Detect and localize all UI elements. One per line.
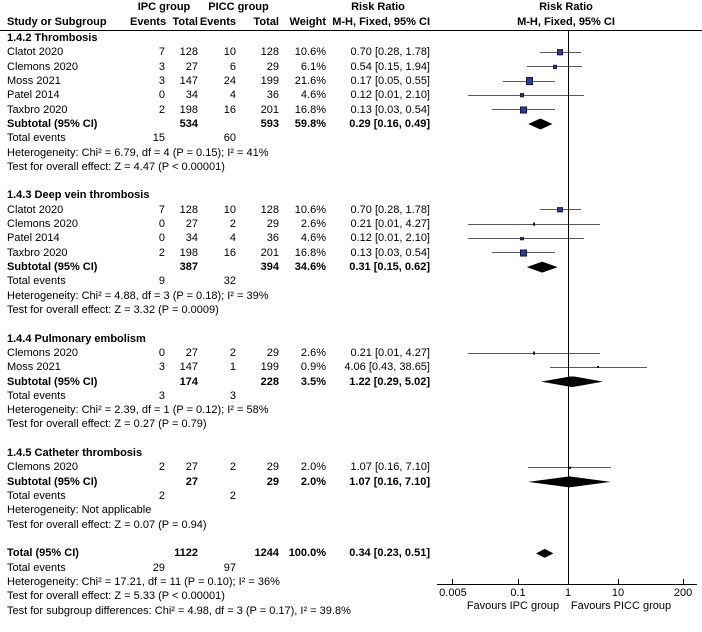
plot-cell xyxy=(430,188,702,202)
weight-value: 100.0% xyxy=(288,547,326,560)
risk-ratio-text: 4.06 [0.43, 38.65] xyxy=(344,361,430,374)
plot-cell xyxy=(430,417,702,431)
weight-value: 16.8% xyxy=(294,246,326,259)
plot-cell xyxy=(430,217,702,231)
picc-events: 10 xyxy=(223,46,236,59)
ipc-total: 34 xyxy=(185,232,198,245)
header-ipc-events: Events xyxy=(130,16,167,28)
plot-cell xyxy=(430,146,702,160)
spacer-row xyxy=(0,532,702,546)
ipc-total: 174 xyxy=(179,375,198,388)
stat-text: Heterogeneity: Chi² = 6.79, df = 4 (P = 0.15); I² = 41% xyxy=(7,146,269,159)
study-label: Clemons 2020 xyxy=(7,461,78,474)
risk-ratio-text: 0.13 [0.03, 0.54] xyxy=(350,246,430,259)
plot-cell xyxy=(430,475,702,489)
effect-square xyxy=(557,207,563,213)
weight-value: 10.6% xyxy=(294,46,326,59)
ipc-total: 27 xyxy=(185,461,198,474)
study-row xyxy=(0,231,702,245)
header-risk-ratio-plot: Risk Ratio xyxy=(539,1,593,13)
picc-total: 29 xyxy=(266,475,279,488)
weight-value: 2.0% xyxy=(300,461,326,474)
ipc-events: 2 xyxy=(158,490,165,502)
stat-row xyxy=(0,518,702,532)
ipc-total: 198 xyxy=(179,103,198,116)
spacer-row xyxy=(0,317,702,331)
events-row xyxy=(0,489,702,503)
ipc-events: 2 xyxy=(158,246,165,259)
ci-line xyxy=(468,238,584,239)
stat-text: Test for overall effect: Z = 4.47 (P < 0.00001) xyxy=(7,160,225,173)
picc-events: 2 xyxy=(229,490,236,502)
risk-ratio-text: 0.21 [0.01, 4.27] xyxy=(350,346,430,359)
study-label: Moss 2021 xyxy=(7,361,61,374)
spacer-row xyxy=(0,174,702,188)
total-row xyxy=(0,546,702,560)
plot-cell xyxy=(430,31,702,45)
study-row xyxy=(0,460,702,474)
study-label: Total (95% CI) xyxy=(7,547,79,560)
effect-square xyxy=(533,223,536,226)
study-label: Clatot 2020 xyxy=(7,46,64,59)
plot-cell xyxy=(430,160,702,174)
ipc-events: 0 xyxy=(158,346,165,359)
picc-total: 29 xyxy=(266,60,279,73)
table-header xyxy=(0,0,702,31)
header-spacer xyxy=(0,0,130,15)
plot-cell xyxy=(430,546,702,560)
header-spacer xyxy=(279,0,326,15)
events-row xyxy=(0,561,702,575)
stat-row xyxy=(0,503,702,517)
effect-square xyxy=(520,249,527,256)
picc-events: 6 xyxy=(229,60,236,73)
plot-cell xyxy=(430,131,702,145)
picc-events: 1 xyxy=(229,361,236,374)
effect-square xyxy=(526,77,534,85)
plot-cell xyxy=(430,60,702,74)
plot-cell xyxy=(430,561,702,575)
plot-cell xyxy=(430,604,702,618)
plot-cell xyxy=(430,246,702,260)
header-mh-fixed-ci: M-H, Fixed, 95% CI xyxy=(332,16,430,28)
stat-text: Test for overall effect: Z = 3.32 (P = 0.0009) xyxy=(7,303,219,316)
effect-square xyxy=(568,466,570,468)
header-study-or-subgroup: Study or Subgroup xyxy=(7,16,107,28)
ipc-total: 27 xyxy=(185,218,198,231)
ipc-total: 128 xyxy=(179,46,198,59)
ipc-total: 198 xyxy=(179,246,198,259)
subgroup-title: 1.4.4 Pulmonary embolism xyxy=(7,332,146,345)
plot-cell xyxy=(430,589,702,603)
weight-value: 59.8% xyxy=(294,117,326,130)
header-picc-total: Total xyxy=(253,16,279,28)
weight-value: 2.6% xyxy=(300,346,326,359)
ipc-events: 29 xyxy=(152,561,165,574)
x-tick-label: 10 xyxy=(611,587,625,599)
picc-events: 4 xyxy=(229,232,236,245)
study-row xyxy=(0,74,702,88)
study-row xyxy=(0,360,702,374)
effect-square xyxy=(520,94,524,98)
weight-value: 2.0% xyxy=(300,475,326,488)
effect-square xyxy=(557,50,563,56)
ipc-total: 128 xyxy=(179,203,198,216)
subgroup-row xyxy=(0,31,702,45)
study-label: Moss 2021 xyxy=(7,74,61,87)
table-body xyxy=(0,31,702,618)
plot-cell xyxy=(430,518,702,532)
study-row xyxy=(0,346,702,360)
x-tick-label: 1 xyxy=(564,587,572,599)
risk-ratio-text: 0.13 [0.03, 0.54] xyxy=(350,103,430,116)
study-row xyxy=(0,103,702,117)
favours-left-label: Favours IPC group xyxy=(466,600,560,612)
weight-value: 21.6% xyxy=(294,74,326,87)
study-row xyxy=(0,45,702,59)
picc-total: 29 xyxy=(266,218,279,231)
subtotal-row xyxy=(0,475,702,489)
spacer-row xyxy=(0,432,702,446)
plot-cell xyxy=(430,346,702,360)
picc-events: 60 xyxy=(223,132,236,145)
effect-square xyxy=(553,65,557,69)
picc-total: 199 xyxy=(260,74,279,87)
weight-value: 4.6% xyxy=(300,89,326,102)
plot-cell xyxy=(430,103,702,117)
picc-events: 4 xyxy=(229,89,236,102)
picc-events: 32 xyxy=(223,275,236,288)
plot-cell xyxy=(430,403,702,417)
picc-events: 2 xyxy=(229,346,236,359)
ipc-total: 387 xyxy=(179,261,198,273)
plot-cell xyxy=(430,45,702,59)
x-tick-label: 0.1 xyxy=(510,587,526,599)
events-row xyxy=(0,389,702,403)
plot-cell xyxy=(430,203,702,217)
plot-cell xyxy=(430,503,702,517)
study-label: Subtotal (95% CI) xyxy=(7,375,98,388)
study-label: Total events xyxy=(7,275,66,288)
picc-total: 29 xyxy=(266,461,279,474)
ipc-events: 7 xyxy=(158,203,165,216)
effect-square xyxy=(533,352,536,355)
header-risk-ratio-text: Risk Ratio xyxy=(351,1,405,13)
weight-value: 4.6% xyxy=(300,232,326,245)
weight-value: 34.6% xyxy=(294,261,326,273)
study-label: Subtotal (95% CI) xyxy=(7,261,98,273)
picc-events: 16 xyxy=(223,246,236,259)
subgroup-title: 1.4.3 Deep vein thrombosis xyxy=(7,189,150,202)
weight-value: 2.6% xyxy=(300,218,326,231)
study-row xyxy=(0,60,702,74)
subtotal-row xyxy=(0,260,702,274)
plot-cell xyxy=(430,332,702,346)
picc-total: 199 xyxy=(260,361,279,374)
ipc-total: 27 xyxy=(185,475,198,488)
stat-text: Heterogeneity: Chi² = 17.21, df = 11 (P = 0.10); I² = 36% xyxy=(7,575,280,588)
risk-ratio-text: 0.34 [0.23, 0.51] xyxy=(349,547,430,560)
header-mh-fixed-ci-plot: M-H, Fixed, 95% CI xyxy=(517,16,615,28)
study-row xyxy=(0,88,702,102)
risk-ratio-text: 0.29 [0.16, 0.49] xyxy=(349,117,430,130)
stat-text: Test for overall effect: Z = 0.07 (P = 0.94) xyxy=(7,518,207,531)
risk-ratio-text: 1.07 [0.16, 7.10] xyxy=(349,475,430,488)
ipc-events: 15 xyxy=(152,132,165,145)
plot-cell xyxy=(430,88,702,102)
header-group-row xyxy=(0,0,702,15)
ipc-total: 27 xyxy=(185,60,198,73)
risk-ratio-text: 1.22 [0.29, 5.02] xyxy=(349,375,430,388)
ipc-events: 3 xyxy=(158,74,165,87)
picc-events: 24 xyxy=(223,74,236,87)
risk-ratio-text: 0.31 [0.15, 0.62] xyxy=(349,261,430,273)
study-label: Total events xyxy=(7,561,66,574)
header-ipc-group: IPC group xyxy=(137,1,191,13)
ipc-events: 3 xyxy=(158,60,165,73)
study-row xyxy=(0,203,702,217)
ipc-total: 34 xyxy=(185,89,198,102)
picc-events: 97 xyxy=(223,561,236,574)
stat-row xyxy=(0,417,702,431)
study-label: Clemons 2020 xyxy=(7,218,78,231)
plot-cell xyxy=(430,274,702,288)
study-row xyxy=(0,246,702,260)
events-row xyxy=(0,131,702,145)
study-label: Taxbro 2020 xyxy=(7,246,68,259)
plot-cell xyxy=(430,575,702,589)
risk-ratio-text: 0.17 [0.05, 0.55] xyxy=(350,74,430,87)
ipc-events: 3 xyxy=(158,389,165,402)
study-label: Taxbro 2020 xyxy=(7,103,68,116)
study-label: Clemons 2020 xyxy=(7,346,78,359)
plot-cell xyxy=(430,117,702,131)
subgroup-row xyxy=(0,332,702,346)
picc-total: 128 xyxy=(260,46,279,59)
ipc-events: 2 xyxy=(158,103,165,116)
picc-events: 3 xyxy=(229,389,236,402)
risk-ratio-text: 0.21 [0.01, 4.27] xyxy=(350,218,430,231)
weight-value: 3.5% xyxy=(300,375,326,388)
plot-cell xyxy=(430,375,702,389)
risk-ratio-text: 0.12 [0.01, 2.10] xyxy=(350,89,430,102)
plot-cell xyxy=(430,389,702,403)
subtotal-row xyxy=(0,375,702,389)
picc-total: 201 xyxy=(260,246,279,259)
picc-events: 16 xyxy=(223,103,236,116)
subgroup-row xyxy=(0,446,702,460)
picc-total: 36 xyxy=(266,232,279,245)
picc-total: 394 xyxy=(260,261,279,273)
header-weight: Weight xyxy=(289,16,326,28)
ipc-events: 7 xyxy=(158,46,165,59)
risk-ratio-text: 1.07 [0.16, 7.10] xyxy=(350,461,430,474)
picc-total: 1244 xyxy=(254,547,279,560)
stat-row xyxy=(0,289,702,303)
ipc-total: 147 xyxy=(179,74,198,87)
plot-cell xyxy=(430,489,702,503)
picc-total: 29 xyxy=(266,346,279,359)
x-tick-label: 200 xyxy=(673,587,693,599)
plot-cell xyxy=(430,74,702,88)
weight-value: 10.6% xyxy=(294,203,326,216)
subgroup-row xyxy=(0,188,702,202)
header-column-row xyxy=(0,15,702,30)
x-tick-label: 0.005 xyxy=(439,587,467,599)
stat-text: Test for subgroup differences: Chi² = 4.98, df = 3 (P = 0.17), I² = 39.8% xyxy=(7,604,351,617)
picc-total: 36 xyxy=(266,89,279,102)
stat-text: Test for overall effect: Z = 5.33 (P < 0.00001) xyxy=(7,590,225,603)
risk-ratio-text: 0.70 [0.28, 1.78] xyxy=(350,203,430,216)
study-label: Total events xyxy=(7,132,66,145)
study-label: Clatot 2020 xyxy=(7,203,64,216)
header-picc-events: Events xyxy=(199,16,236,28)
picc-total: 593 xyxy=(260,117,279,130)
ipc-events: 0 xyxy=(158,218,165,231)
stat-row xyxy=(0,589,702,603)
pooled-diamond xyxy=(527,262,558,273)
stat-text: Heterogeneity: Chi² = 2.39, df = 1 (P = 0.12); I² = 58% xyxy=(7,404,269,417)
header-picc-group: PICC group xyxy=(208,1,269,13)
stat-row xyxy=(0,303,702,317)
stat-row xyxy=(0,604,702,618)
ipc-total: 27 xyxy=(185,346,198,359)
picc-events: 2 xyxy=(229,461,236,474)
risk-ratio-text: 0.12 [0.01, 2.10] xyxy=(350,232,430,245)
study-label: Patel 2014 xyxy=(7,89,60,102)
ci-line xyxy=(468,95,584,96)
study-label: Total events xyxy=(7,389,66,402)
plot-cell xyxy=(430,460,702,474)
stat-row xyxy=(0,575,702,589)
ipc-total: 1122 xyxy=(174,547,198,560)
study-label: Subtotal (95% CI) xyxy=(7,117,98,130)
events-row xyxy=(0,274,702,288)
picc-total: 201 xyxy=(260,103,279,116)
ipc-total: 147 xyxy=(179,361,198,374)
pooled-diamond xyxy=(536,549,553,558)
ipc-events: 0 xyxy=(158,232,165,245)
ipc-events: 2 xyxy=(158,461,165,474)
stat-text: Heterogeneity: Chi² = 4.88, df = 3 (P = 0.18); I² = 39% xyxy=(7,289,269,302)
study-label: Clemons 2020 xyxy=(7,60,78,73)
subgroup-title: 1.4.5 Catheter thrombosis xyxy=(7,447,143,460)
risk-ratio-text: 0.70 [0.28, 1.78] xyxy=(350,46,430,59)
picc-events: 2 xyxy=(229,218,236,231)
stat-text: Test for overall effect: Z = 0.27 (P = 0.79) xyxy=(7,418,207,431)
ipc-events: 0 xyxy=(158,89,165,102)
ipc-events: 9 xyxy=(158,275,165,288)
risk-ratio-text: 0.54 [0.15, 1.94] xyxy=(350,60,430,73)
picc-total: 228 xyxy=(260,375,279,388)
stat-row xyxy=(0,146,702,160)
picc-events: 10 xyxy=(223,203,236,216)
pooled-diamond xyxy=(528,476,610,487)
ipc-events: 3 xyxy=(158,361,165,374)
favours-right-label: Favours PICC group xyxy=(570,600,672,612)
stat-row xyxy=(0,403,702,417)
effect-square xyxy=(520,237,524,241)
header-ipc-total: Total xyxy=(172,16,198,28)
study-row xyxy=(0,217,702,231)
plot-cell xyxy=(430,260,702,274)
plot-cell xyxy=(430,360,702,374)
stat-row xyxy=(0,160,702,174)
effect-square xyxy=(597,366,599,368)
stat-text: Heterogeneity: Not applicable xyxy=(7,504,152,517)
study-label: Subtotal (95% CI) xyxy=(7,475,98,488)
weight-value: 6.1% xyxy=(300,60,326,73)
plot-cell xyxy=(430,303,702,317)
picc-total: 128 xyxy=(260,203,279,216)
ipc-total: 534 xyxy=(179,117,198,130)
weight-value: 16.8% xyxy=(294,103,326,116)
study-label: Patel 2014 xyxy=(7,232,60,245)
pooled-diamond xyxy=(541,376,603,387)
pooled-diamond xyxy=(528,119,552,130)
weight-value: 0.9% xyxy=(300,361,326,374)
study-label: Total events xyxy=(7,490,66,502)
plot-cell xyxy=(430,446,702,460)
effect-square xyxy=(520,106,527,113)
subtotal-row xyxy=(0,117,702,131)
subgroup-title: 1.4.2 Thrombosis xyxy=(7,32,98,44)
plot-cell xyxy=(430,289,702,303)
plot-cell xyxy=(430,231,702,245)
